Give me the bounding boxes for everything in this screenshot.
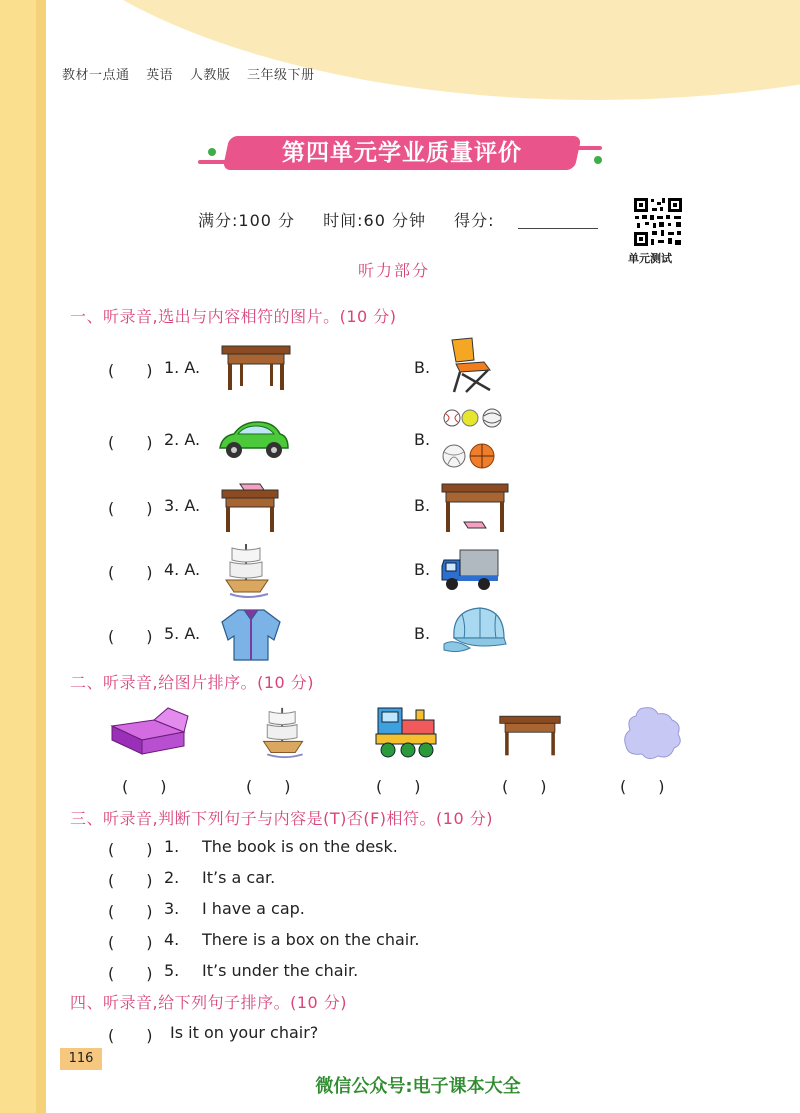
header-book: 教材一点通 — [62, 68, 130, 83]
header-subject: 英语 — [146, 68, 174, 83]
book-on-desk-icon — [220, 478, 280, 534]
answer-blank[interactable]: ( ) — [108, 361, 153, 380]
score-blank[interactable] — [518, 228, 598, 229]
statement-text: It’s a car. — [202, 868, 276, 887]
option-b-label: B. — [414, 358, 431, 377]
statement-text: There is a box on the chair. — [202, 930, 420, 949]
answer-blank[interactable]: ( ) — [376, 777, 421, 796]
answer-blank[interactable]: ( ) — [108, 433, 153, 452]
header-grade: 三年级下册 — [246, 68, 315, 83]
question-number: 1. — [164, 837, 180, 856]
car-icon — [216, 418, 290, 460]
desk-icon — [220, 340, 292, 392]
question-number: 4. A. — [164, 560, 201, 579]
section1-title: 一、听录音,选出与内容相符的图片。(10 分) — [70, 307, 397, 326]
train-icon — [372, 704, 442, 762]
option-b-label: B. — [414, 496, 431, 515]
page-header — [62, 64, 326, 83]
cap-icon — [440, 604, 510, 658]
truck-icon — [440, 546, 500, 592]
banner-stripe-right — [566, 146, 602, 150]
unit-title: 第四单元学业质量评价 — [282, 140, 522, 166]
question-number: 4. — [164, 930, 180, 949]
page-number: 116 — [60, 1048, 102, 1070]
header-edition: 人教版 — [189, 68, 231, 83]
question-number: 2. — [164, 868, 180, 887]
watermark-text: 微信公众号:电子课本大全 — [315, 1076, 521, 1097]
banner-dot-left — [208, 148, 216, 156]
answer-blank[interactable]: ( ) — [108, 627, 153, 646]
answer-blank[interactable]: ( ) — [108, 840, 153, 859]
page — [36, 0, 800, 1113]
question-number: 5. A. — [164, 624, 201, 643]
boat-icon — [222, 542, 274, 600]
answer-blank[interactable]: ( ) — [620, 777, 665, 796]
answer-blank[interactable]: ( ) — [502, 777, 547, 796]
question-number: 3. — [164, 899, 180, 918]
page-binding-edge — [36, 0, 46, 1113]
statement-text: I have a cap. — [202, 899, 305, 918]
exam-info — [198, 208, 516, 231]
desk-icon — [498, 708, 562, 760]
book-under-desk-icon — [440, 478, 510, 534]
answer-blank[interactable]: ( ) — [108, 1026, 153, 1045]
statement-text: The book is on the desk. — [202, 837, 398, 856]
question-number: 1. A. — [164, 358, 201, 377]
answer-blank[interactable]: ( ) — [246, 777, 291, 796]
answer-blank[interactable]: ( ) — [108, 563, 153, 582]
answer-blank[interactable]: ( ) — [108, 499, 153, 518]
qr-label: 单元测试 — [628, 252, 672, 265]
option-b-label: B. — [414, 430, 431, 449]
listening-part-title: 听力部分 — [358, 261, 431, 280]
answer-blank[interactable]: ( ) — [108, 902, 153, 921]
answer-blank[interactable]: ( ) — [108, 933, 153, 952]
sentence-text: Is it on your chair? — [170, 1023, 319, 1042]
option-b-label: B. — [414, 560, 431, 579]
question-number: 2. A. — [164, 430, 201, 449]
section4-title: 四、听录音,给下列句子排序。(10 分) — [70, 993, 348, 1012]
box-icon — [108, 706, 190, 756]
section3-title: 三、听录音,判断下列句子与内容是(T)否(F)相符。(10 分) — [70, 809, 493, 828]
full-score: 满分:100 分 — [198, 211, 296, 230]
banner-dot-right — [594, 156, 602, 164]
statement-text: It’s under the chair. — [202, 961, 359, 980]
time-limit: 时间:60 分钟 — [323, 211, 426, 230]
score-label: 得分: — [454, 211, 495, 230]
page-header-curve — [36, 0, 800, 100]
qr-code-icon[interactable] — [632, 196, 684, 248]
question-number: 3. A. — [164, 496, 201, 515]
map-icon — [620, 704, 686, 764]
boat-icon — [258, 706, 310, 760]
question-number: 5. — [164, 961, 180, 980]
balls-icon — [440, 406, 508, 474]
answer-blank[interactable]: ( ) — [108, 964, 153, 983]
chair-icon — [444, 336, 496, 394]
answer-blank[interactable]: ( ) — [122, 777, 167, 796]
section2-title: 二、听录音,给图片排序。(10 分) — [70, 673, 315, 692]
jacket-icon — [218, 606, 284, 662]
answer-blank[interactable]: ( ) — [108, 871, 153, 890]
option-b-label: B. — [414, 624, 431, 643]
